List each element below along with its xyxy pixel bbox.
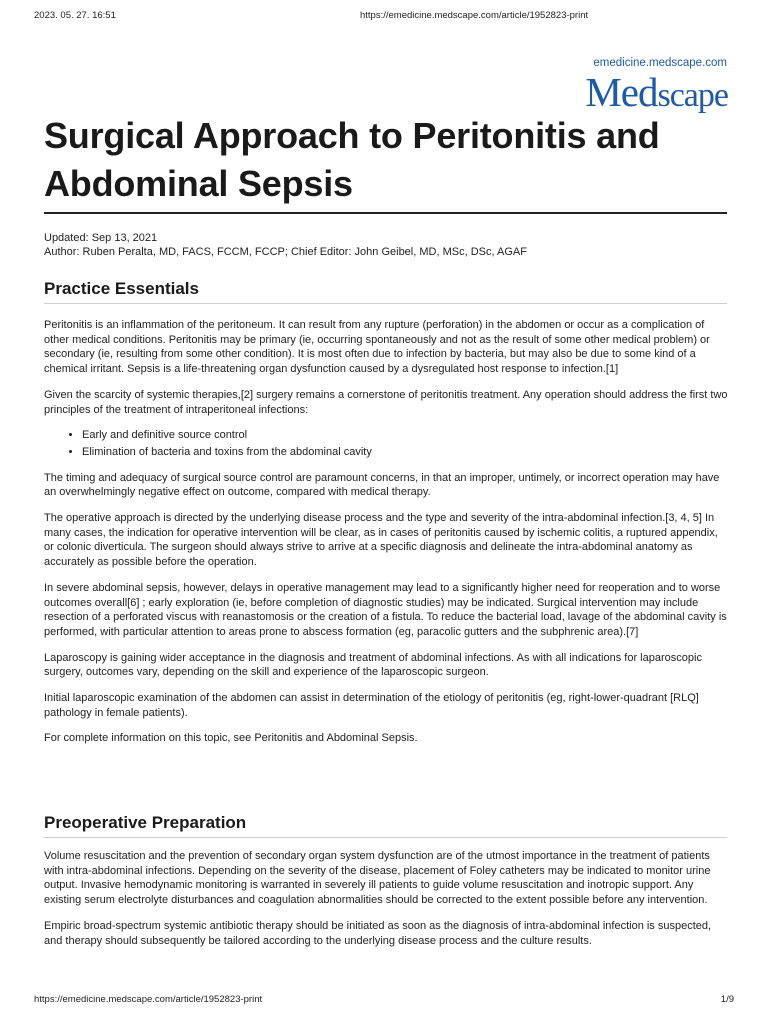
print-url[interactable]: https://emedicine.medscape.com/article/1952823-print xyxy=(360,10,589,21)
author-line: Author: Ruben Peralta, MD, FACS, FCCM, FCCP; Chief Editor: John Geibel, MD, MSc, DSc, AGAF xyxy=(44,246,527,258)
title-divider xyxy=(44,212,727,214)
print-datetime: 2023. 05. 27. 16:51 xyxy=(34,10,116,21)
article-meta xyxy=(44,231,527,259)
list-item: • Early and definitive source control xyxy=(82,428,730,443)
preoperative-preparation-body xyxy=(44,849,730,959)
page-number: 1/9 xyxy=(720,994,734,1005)
section-heading-preoperative-preparation: Preoperative Preparation xyxy=(44,813,727,838)
paragraph: In severe abdominal sepsis, however, delays in operative management may lead to a significantly higher need for reoperation and to worse outcomes overall[6] ; early exploration (ie, before completion of diagnostic studies) may be indicated. Surgical intervention may include resection of a perforated viscus with reanastomosis or the creation of a fistula. To reduce the bacterial load, lavage of the abdominal cavity is performed, with particular attention to areas prone to abscess formation (eg, paracolic gutters and the subphrenic area).[7] xyxy=(44,581,727,638)
article-title: Surgical Approach to Peritonitis and Abdominal Sepsis xyxy=(44,115,660,204)
print-header xyxy=(34,10,734,24)
paragraph: Volume resuscitation and the prevention of secondary organ system dysfunction are of the utmost importance in the treatment of patients with intra-abdominal infections. Depending on the severity of the disease, placement of Foley catheters may be indicated to monitor urine output. Invasive hemodynamic monitoring is warranted in severely ill patients to guide volume resuscitation and inotropic support. Any existing serum electrolyte disturbances and coagulation abnormalities should be corrected to the extent possible before any intervention. xyxy=(44,850,711,907)
principles-list xyxy=(44,428,730,459)
practice-essentials-body xyxy=(44,318,730,757)
logo-part-scape: scape xyxy=(657,77,728,114)
paragraph: The operative approach is directed by the underlying disease process and the type and severity of the intra-abdominal infection.[3, 4, 5] In many cases, the indication for operative intervention will be clear, as in cases of peritonitis caused by ischemic colitis, a ruptured appendix, or colonic diverticula. The surgeon should always strive to arrive at a specific diagnosis and delineate the intra-abdominal anatomy as accurately as possible before the operation. xyxy=(44,512,718,569)
paragraph: For complete information on this topic, see Peritonitis and Abdominal Sepsis. xyxy=(44,732,418,745)
updated-date: Updated: Sep 13, 2021 xyxy=(44,232,158,244)
section-heading-practice-essentials: Practice Essentials xyxy=(44,279,727,304)
paragraph: Peritonitis is an inflammation of the peritoneum. It can result from any rupture (perforation) in the abdomen or occur as a complication of other medical conditions. Peritonitis may be primary (ie, occurring spontaneously and not as the result of some other medical problem) or secondary (ie, resulting from some other condition). It is most often due to infection by bacteria, but may also be due to some kind of a chemical irritant. Sepsis is a life-threatening organ dysfunction caused by a dysregulated host response to infection.[1] xyxy=(44,319,710,376)
paragraph: Laparoscopy is gaining wider acceptance in the diagnosis and treatment of abdominal infections. As with all indications for laparoscopic surgery, outcomes vary, depending on the skill and experience of the laparoscopic surgeon. xyxy=(44,651,702,679)
print-footer xyxy=(34,994,734,1008)
list-item: • Elimination of bacteria and toxins from the abdominal cavity xyxy=(82,445,730,460)
paragraph: Initial laparoscopic examination of the abdomen can assist in determination of the etiology of peritonitis (eg, right-lower-quadrant [RLQ] pathology in female patients). xyxy=(44,692,699,719)
logo-part-med: Med xyxy=(585,69,658,115)
paragraph: Empiric broad-spectrum systemic antibiotic therapy should be initiated as soon as the diagnosis of intra-abdominal infection is suspected, and therapy should subsequently be tailored according to the underlying disease process and the culture results. xyxy=(44,919,712,947)
paragraph: Given the scarcity of systemic therapies,[2] surgery remains a cornerstone of peritonitis treatment. Any operation should address the first two principles of the treatment of intraperitoneal infections: xyxy=(44,388,728,416)
medscape-logo[interactable] xyxy=(585,69,728,115)
paragraph: The timing and adequacy of surgical source control are paramount concerns, in that an improper, untimely, or incorrect operation may have an overwhelmingly negative effect on outcome, compared with medical therapy. xyxy=(44,471,720,499)
footer-url[interactable]: https://emedicine.medscape.com/article/1952823-print xyxy=(34,994,263,1005)
site-link[interactable]: emedicine.medscape.com xyxy=(593,57,727,69)
